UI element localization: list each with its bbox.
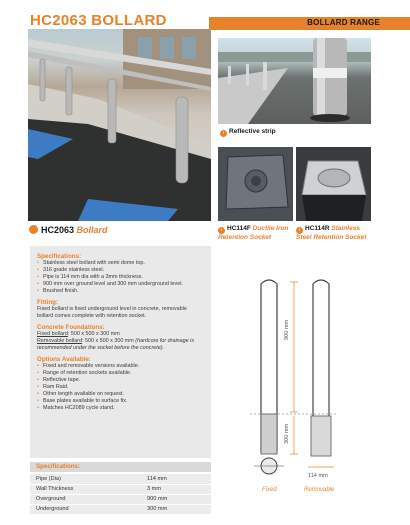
fixed-bollard-drawing (261, 280, 277, 454)
hc114f-caption (218, 225, 298, 242)
options-heading: Options Available: (37, 356, 91, 363)
spec-table-heading: Specifications: (30, 462, 211, 472)
model-name: Bollard (76, 225, 108, 235)
removable-bollard-drawing (311, 280, 331, 456)
info-dot-icon: › (220, 130, 227, 137)
hc114r-photo (296, 147, 371, 221)
model-code: HC2063 (41, 225, 75, 235)
list-item: • Pipe is 114 mm dia with a 3mm thickness. (37, 274, 204, 281)
removable-label: Removable (304, 487, 335, 493)
technical-drawing (228, 272, 368, 504)
concrete-heading: Concrete Foundations: (37, 324, 105, 331)
spec-value: 3 mm (141, 484, 211, 494)
reflective-label: Reflective strip (229, 128, 276, 135)
model-heading (29, 225, 108, 235)
table-row (30, 474, 211, 484)
removable-value: : 500 x 500 x 300 mm (81, 338, 134, 344)
spec-value: 300 mm (141, 504, 211, 514)
removable-label: Removable bollard (37, 338, 82, 344)
concrete-fixed (37, 331, 204, 338)
fixed-value: : 500 x 500 x 300 mm (67, 331, 120, 337)
list-item: • Range of retention sockets available. (37, 370, 204, 377)
info-dot-icon: › (296, 227, 303, 234)
fixed-label: Fixed (262, 487, 277, 493)
list-item: • Reflective tape. (37, 377, 204, 384)
list-item: • 900 mm over ground level and 300 mm underground level. (37, 281, 204, 288)
specifications-list (37, 260, 204, 295)
dim-dia-label: 114 mm (308, 473, 328, 479)
list-item: • Matches HC2089 cycle stand. (37, 405, 204, 412)
fitting-text: Fixed bollard is fixed underground level in concrete, removable bollard comes complete with retention socket. (37, 306, 187, 319)
bollards-photo (28, 29, 211, 221)
info-dot-icon: › (218, 227, 225, 234)
spec-label: Pipe (Dia) (30, 474, 141, 484)
page-title: HC2063 BOLLARD (30, 12, 167, 29)
range-label: BOLLARD RANGE (307, 18, 380, 27)
removable-note: (hardcore for drainage is recommended under the socket before the concrete). (37, 338, 195, 351)
spec-label: Underground (30, 504, 141, 514)
concrete-removable (37, 338, 204, 352)
list-item: • Fixed and removable versions available. (37, 363, 204, 370)
fixed-label: Fixed bollard (37, 331, 68, 337)
dim-over-label: 900 mm (284, 319, 290, 340)
table-row (30, 494, 211, 504)
table-row (30, 504, 211, 514)
hc114r-caption (296, 225, 374, 242)
spec-label: Wall Thickness (30, 484, 141, 494)
list-item: • Brushed finish. (37, 288, 204, 295)
specifications-heading: Specifications: (37, 253, 82, 260)
range-banner (209, 17, 410, 30)
list-item: • Ram Raid. (37, 384, 204, 391)
fitting-heading: Fitting: (37, 299, 58, 306)
reflective-caption (220, 128, 276, 137)
hc114f-photo (218, 147, 293, 221)
info-dot-icon (29, 225, 38, 234)
list-item: • 316 grade stainless steel. (37, 267, 204, 274)
table-row (30, 484, 211, 494)
list-item: • Base plates available to surface fix. (37, 398, 204, 405)
road-bollards-photo (218, 38, 371, 124)
spec-value: 114 mm (141, 474, 211, 484)
list-item: • Stainless steel bollard with semi dome top. (37, 260, 204, 267)
info-panel (30, 246, 211, 458)
hc114r-code: HC114R (305, 225, 330, 232)
options-list (37, 363, 204, 412)
list-item: • Other length available on request. (37, 391, 204, 398)
spec-value: 900 mm (141, 494, 211, 504)
hc114f-code: HC114F (227, 225, 251, 232)
hc114f-text: Ductile Iron Retention Socket (218, 225, 289, 241)
spec-label: Overground (30, 494, 141, 504)
hc114r-text: Stainless Steel Retention Socket (296, 225, 367, 241)
dim-under-label: 300 mm (284, 423, 290, 444)
spec-table (30, 474, 211, 515)
